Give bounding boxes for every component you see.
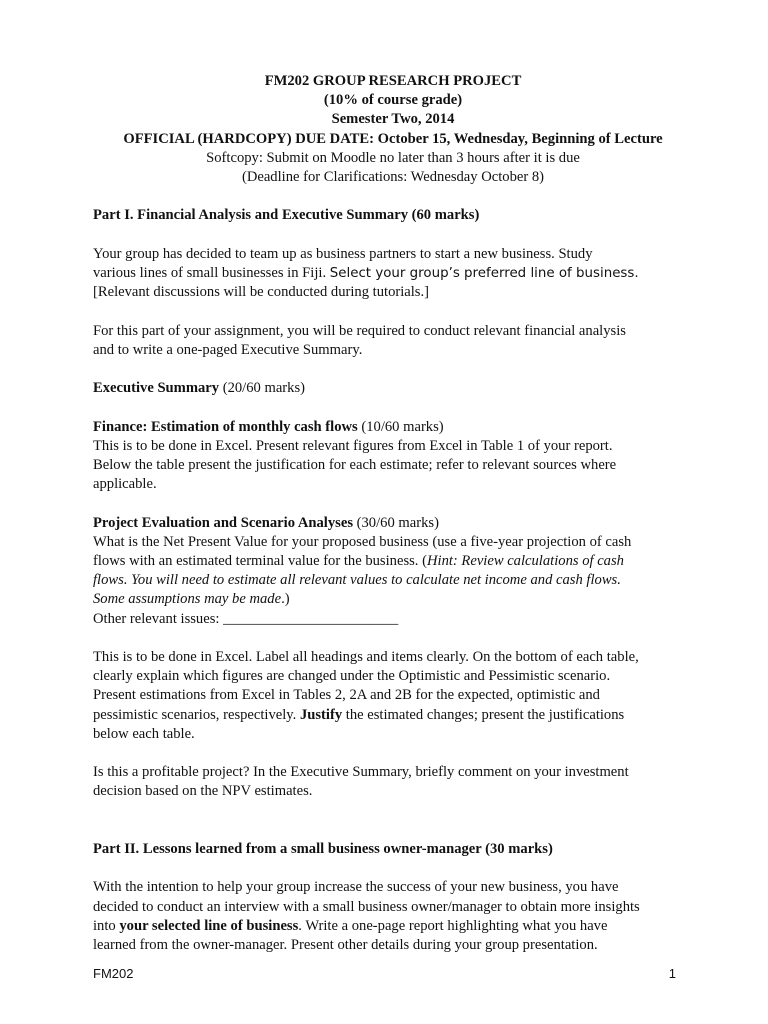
part1-intro-line: [Relevant discussions will be conducted during tutorials.]: [93, 284, 429, 301]
project-eval-text: .): [281, 591, 290, 608]
part2-line: learned from the owner-manager. Present other details during your group presentation.: [93, 936, 598, 953]
project-eval-marks: (30/60 marks): [353, 514, 439, 531]
requirement-line: For this part of your assignment, you will be required to conduct relevant financial analysis: [93, 322, 626, 339]
requirement-line: and to write a one-paged Executive Summary.: [93, 341, 363, 358]
part2-line: With the intention to help your group increase the success of your new business, you have: [93, 879, 619, 896]
doc-title: FM202 GROUP RESEARCH PROJECT: [264, 73, 522, 89]
exec-summary-marks: (20/60 marks): [219, 380, 305, 397]
finance-line: applicable.: [93, 476, 157, 493]
profitability-line: Is this a profitable project? In the Executive Summary, briefly comment on your investment: [93, 764, 629, 781]
semester-line: Semester Two, 2014: [331, 111, 455, 128]
excel-text: the estimated changes; present the justifications: [342, 706, 625, 723]
exec-summary-heading: [93, 379, 693, 398]
finance-line: Below the table present the justification for each estimate; refer to relevant sources where: [93, 456, 617, 473]
excel-line: This is to be done in Excel. Label all headings and items clearly. On the bottom of each table,: [93, 648, 639, 665]
part2-line: decided to conduct an interview with a small business owner/manager to obtain more insights: [93, 898, 640, 915]
finance-title: Finance: Estimation of monthly cash flows: [93, 418, 358, 435]
part2-text: into: [93, 917, 120, 934]
softcopy-line: Softcopy: Submit on Moodle no later than 3 hours after it is due: [206, 149, 580, 166]
project-eval-title: Project Evaluation and Scenario Analyses: [93, 514, 353, 531]
project-eval-hint-line: flows. You will need to estimate all relevant values to calculate net income and cash flows.: [93, 572, 621, 589]
excel-line: [93, 706, 693, 725]
excel-line: Present estimations from Excel in Tables 2, 2A and 2B for the expected, optimistic and: [93, 687, 600, 704]
excel-justify: Justify: [299, 706, 343, 723]
finance-heading: [93, 418, 693, 437]
course-weight: (10% of course grade): [323, 92, 463, 109]
footer-course-code: FM202: [93, 966, 134, 981]
profitability-line: decision based on the NPV estimates.: [93, 783, 313, 800]
project-eval-hint: Some assumptions may be made: [93, 591, 282, 608]
exec-summary-title: Executive Summary: [93, 380, 220, 397]
project-eval-text: flows with an estimated terminal value for the business. (: [93, 552, 427, 569]
excel-text: pessimistic scenarios, respectively.: [93, 706, 300, 723]
project-eval-heading: [93, 514, 693, 533]
excel-line: below each table.: [93, 725, 195, 742]
intro-select-text: Select your group’s preferred line of business.: [329, 266, 639, 281]
part2-heading: Part II. Lessons learned from a small business owner-manager (30 marks): [93, 840, 553, 857]
part2-text: . Write a one-page report highlighting what you have: [298, 917, 608, 934]
other-issues-line: Other relevant issues: ________________________: [93, 610, 399, 627]
project-eval-line: What is the Net Present Value for your proposed business (use a five-year projection of cash: [93, 533, 632, 550]
part2-selected-line: your selected line of business: [119, 917, 299, 934]
finance-line: This is to be done in Excel. Present relevant figures from Excel in Table 1 of your report.: [93, 437, 613, 454]
due-date-line: OFFICIAL (HARDCOPY) DUE DATE: October 15, Wednesday, Beginning of Lecture: [123, 130, 663, 147]
project-eval-line: [93, 590, 693, 609]
finance-marks: (10/60 marks): [357, 418, 444, 435]
part1-intro-line: [93, 264, 693, 283]
part2-line: [93, 917, 693, 936]
excel-line: clearly explain which figures are changed under the Optimistic and Pessimistic scenario.: [93, 668, 611, 685]
document-page: [93, 72, 693, 955]
project-eval-hint: Hint: Review calculations of cash: [426, 552, 624, 569]
part1-heading: Part I. Financial Analysis and Executive Summary (60 marks): [93, 207, 480, 224]
page-number: 1: [668, 966, 676, 981]
intro-text: various lines of small businesses in Fiji.: [93, 265, 330, 281]
part1-intro-line: Your group has decided to team up as business partners to start a new business. Study: [93, 245, 593, 262]
clarification-deadline: (Deadline for Clarifications: Wednesday October 8): [241, 169, 545, 186]
project-eval-line: [93, 552, 693, 571]
